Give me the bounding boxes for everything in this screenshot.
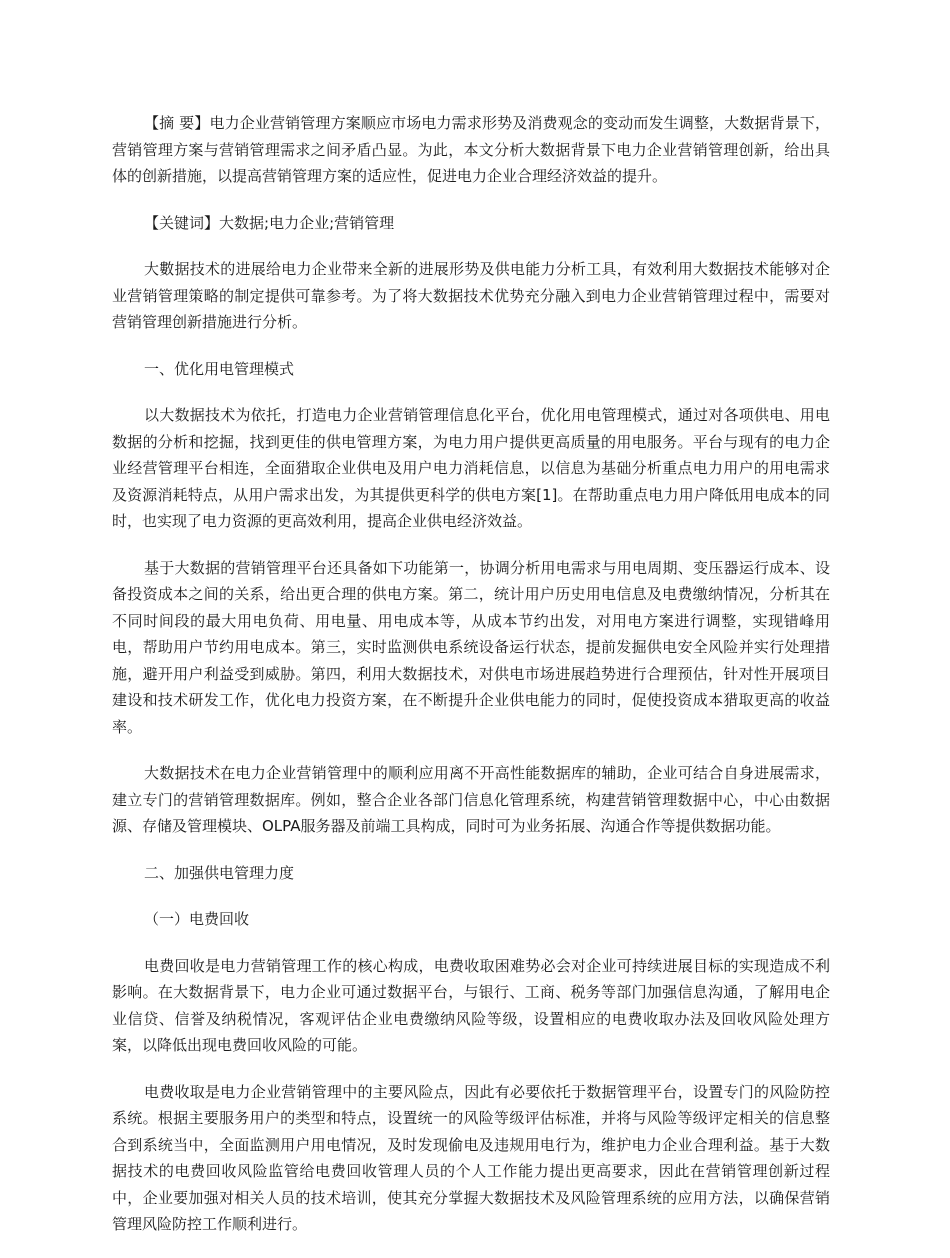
section-2-heading: 二、加强供电管理力度 bbox=[144, 863, 295, 882]
keywords-label: 【关键词】 bbox=[144, 213, 220, 232]
subsection-1-heading: （一）电费回收 bbox=[144, 910, 250, 928]
section-1-paragraph-1: 以大数据技术为依托，打造电力企业营销管理信息化平台，优化用电管理模式，通过对各项供电、用电数据的分析和挖掘，找到更佳的供电管理方案，为电力用户提供更高质量的用电服务。平台与现有的电力企业经营管理平台相连，全面猎取企业供电及用户电力消耗信息，以信息为基础分析重点电力用户的用电需求及资源消耗特点，从用户需求出发，为其提供更科学的供电方案[1]。在帮助重点电力用户降低用电成本的同时，也实现了电力资源的更高效利用，提高企业供电经济效益。 bbox=[112, 406, 830, 530]
section-1-paragraph-3: 大数据技术在电力企业营销管理中的顺利应用离不开高性能数据库的辅助，企业可结合自身进展需求，建立专门的营销管理数据库。例如，整合企业各部门信息化管理系统，构建营销管理数据中心，中心由数据源、存储及管理模块、OLPA服务器及前端工具构成，同时可为业务拓展、沟通合作等提供数据功能。 bbox=[112, 764, 830, 835]
keywords-paragraph bbox=[112, 210, 830, 237]
intro-paragraph: 大數据技术的进展给电力企业带来全新的进展形势及供电能力分析工具，有效利用大数据技术能够对企业营销管理策略的制定提供可靠参考。为了将大数据技术优势充分融入到电力企业营销管理过程中，需要对营销管理创新措施进行分析。 bbox=[112, 260, 830, 331]
abstract-label: 【摘 要】 bbox=[144, 114, 210, 132]
abstract-text: 电力企业营销管理方案顺应市场电力需求形势及消费观念的变动而发生调整，大数据背景下，营销管理方案与营销管理需求之间矛盾凸显。为此，本文分析大数据背景下电力企业营销管理创新，给出具体的创新措施，以提高营销管理方案的适应性，促进电力企业合理经济效益的提升。 bbox=[112, 114, 830, 185]
section-1-paragraph-2: 基于大数据的营销管理平台还具备如下功能第一，协调分析用电需求与用电周期、变压器运行成本、设备投资成本之间的关系，给出更合理的供电方案。第二，统计用户历史用电信息及电费缴纳情况，分析其在不同时间段的最大用电负荷、用电量、用电成本等，从成本节约出发，对用电方案进行调整，实现错峰用电，帮助用户节约用电成本。第三，实时监测供电系统设备运行状态，提前发掘供电安全风险并实行处理措施，避开用户利益受到威胁。第四，利用大数据技术，对供电市场进展趋势进行合理预估，针对性开展项目建设和技术研发工作，优化电力投资方案，在不断提升企业供电能力的同时，促使投资成本猎取更高的收益率。 bbox=[112, 558, 830, 736]
document-page bbox=[112, 110, 830, 1258]
section-1-heading: 一、优化用电管理模式 bbox=[144, 359, 295, 378]
section-2-paragraph-1: 电费回收是电力营销管理工作的核心构成，电费收取困难势必会对企业可持续进展目标的实现造成不利影响。在大数据背景下，电力企业可通过数据平台，与银行、工商、税务等部门加强信息沟通，了解用电企业信贷、信誉及纳税情况，客观评估企业电费缴纳风险等级，设置相应的电费收取办法及回收风险处理方案，以降低出现电费回收风险的可能。 bbox=[112, 956, 830, 1054]
keywords-text: 大数据;电力企业;营销管理 bbox=[219, 213, 395, 232]
section-2-paragraph-2: 电费收取是电力企业营销管理中的主要风险点，因此有必要依托于数据管理平台，设置专门的风险防控系统。根据主要服务用户的类型和特点，设置统一的风险等级评估标准，并将与风险等级评定相关的信息整合到系统当中，全面监测用户用电情况，及时发现偷电及违规用电行为，维护电力企业合理利益。基于大数据技术的电费回收风险监管给电费回收管理人员的个人工作能力提出更高要求，因此在营销管理创新过程中，企业要加强对相关人员的技术培训，使其充分掌握大数据技术及风险管理系统的应用方法，以确保营销管理风险防控工作顺利进行。 bbox=[112, 1082, 830, 1233]
abstract-paragraph bbox=[112, 110, 830, 190]
